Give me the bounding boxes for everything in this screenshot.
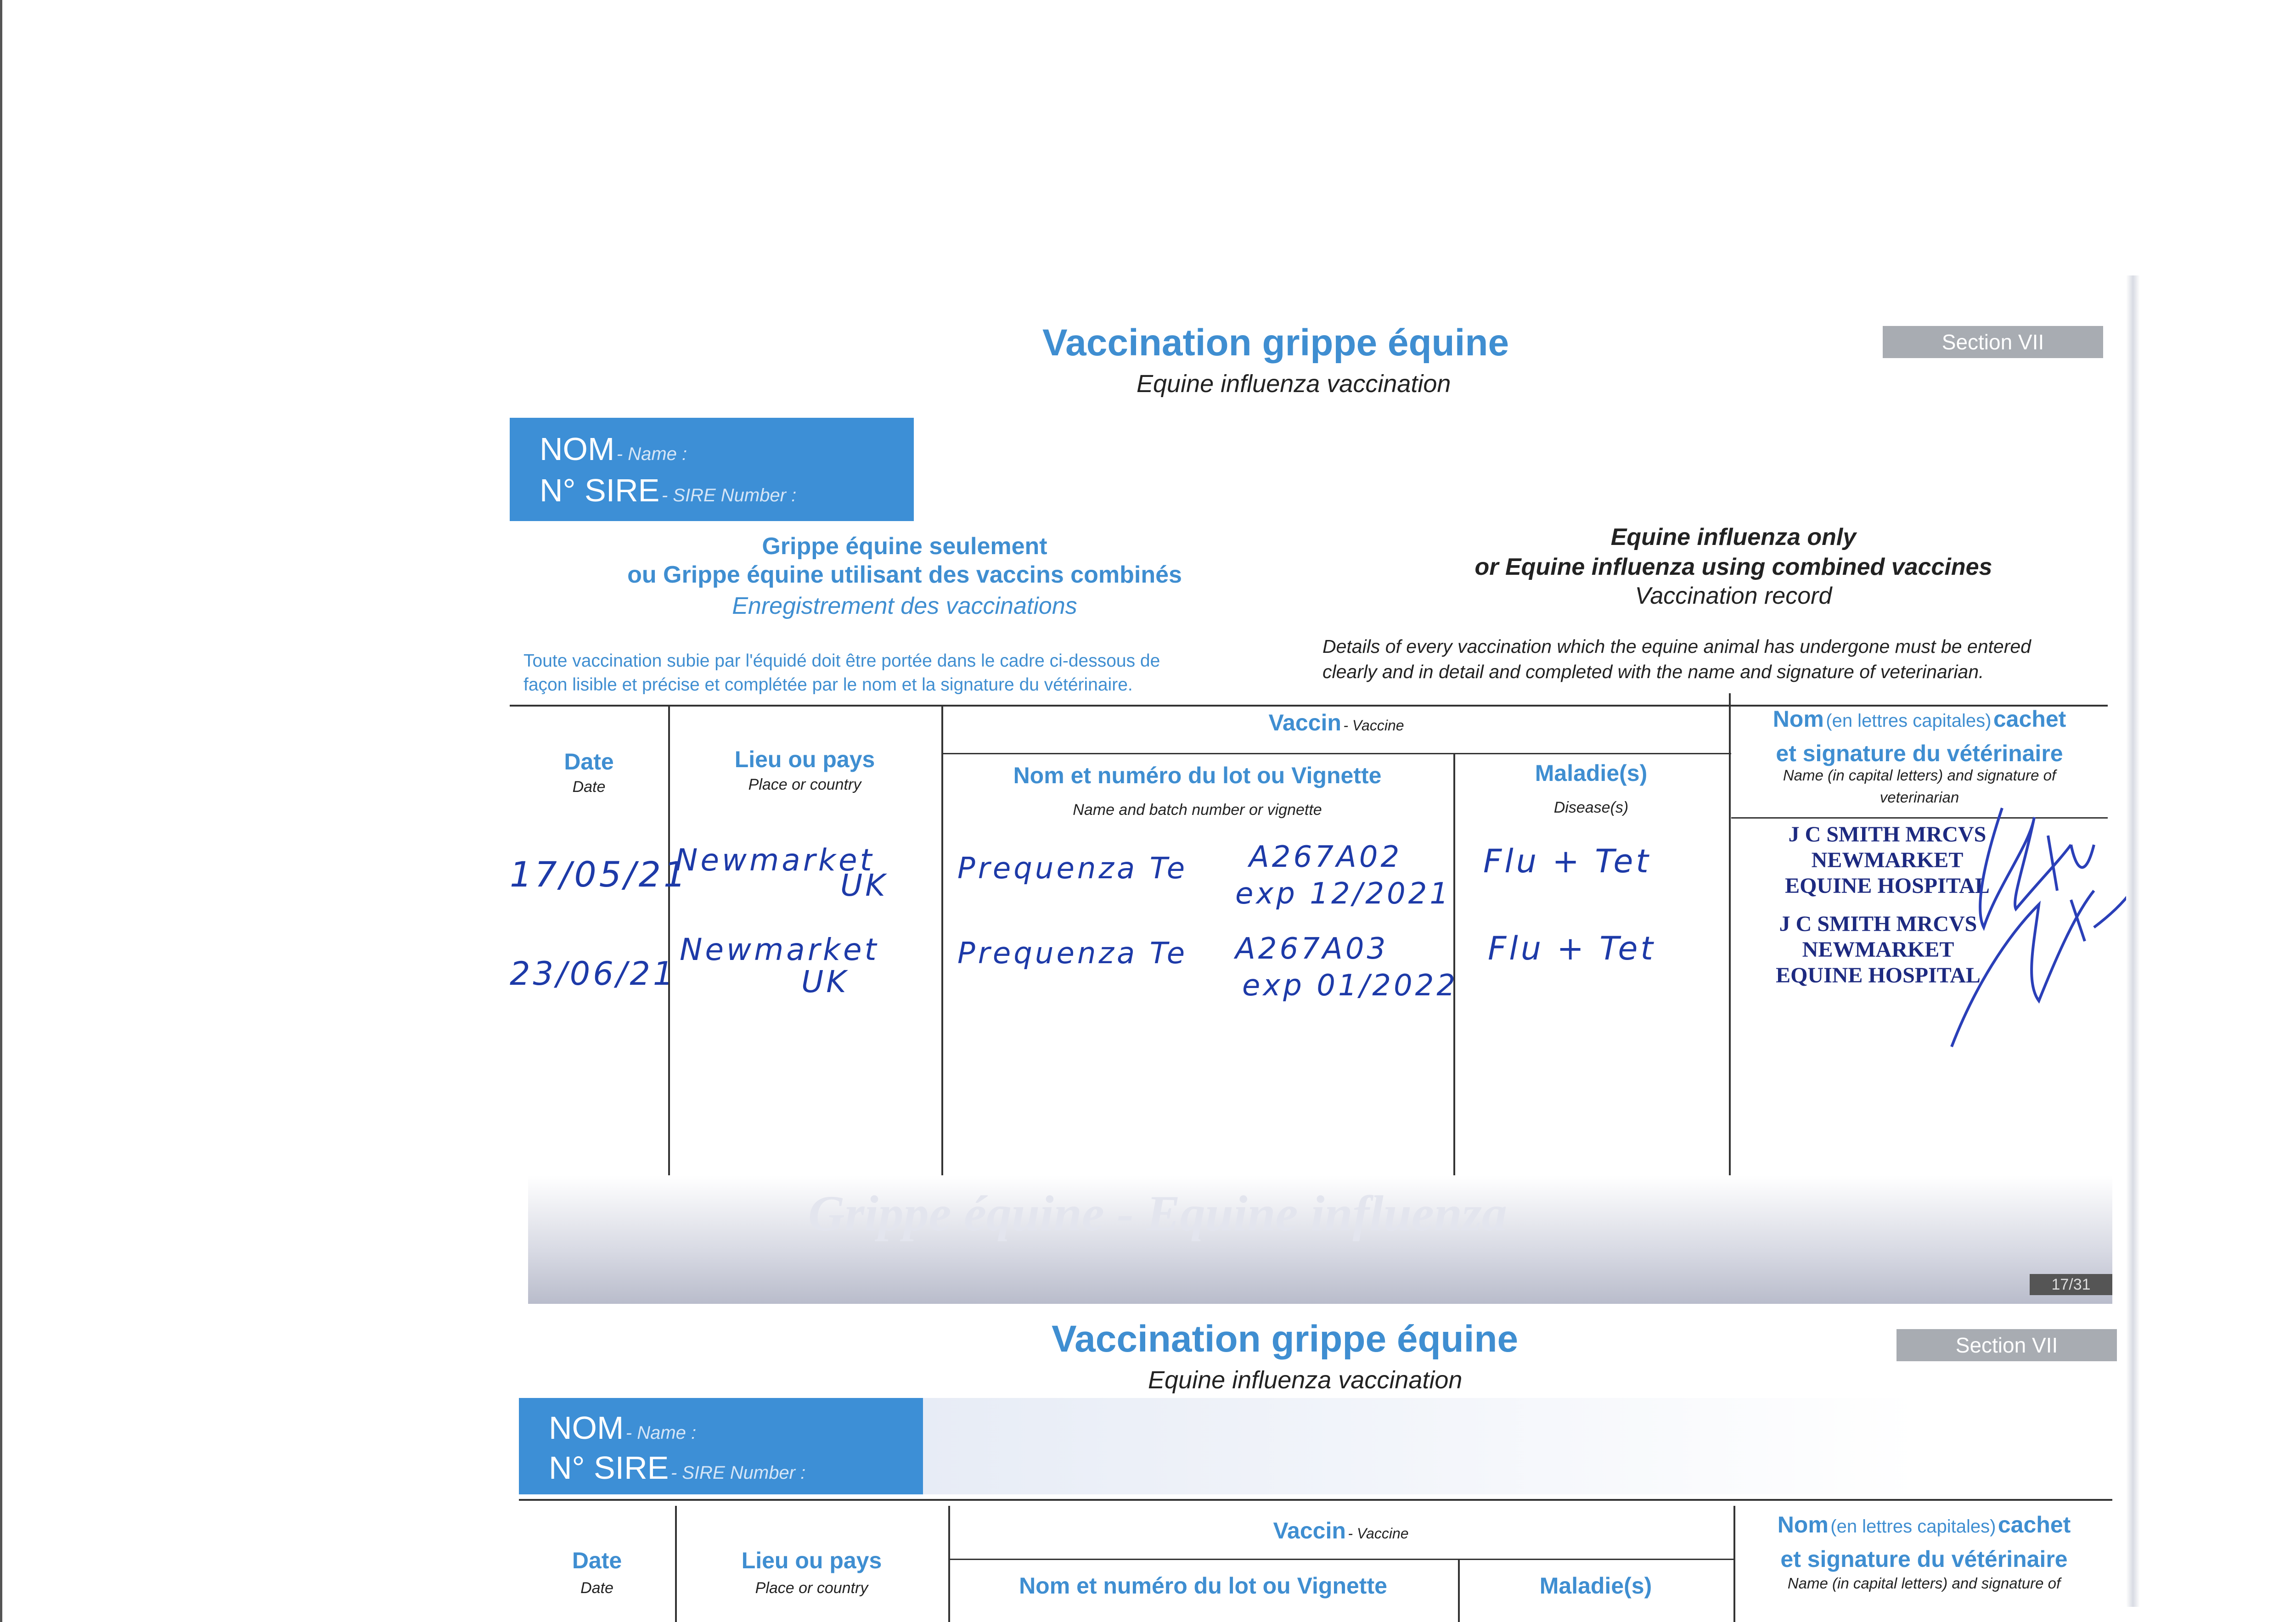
en-heading-3: Vaccination record (1635, 583, 1832, 609)
vet-header-signature: et signature du vétérinaire (1776, 741, 2063, 766)
en-heading-1: Equine influenza only (1610, 524, 1857, 550)
col-place-header-2: Lieu ou pays (741, 1548, 882, 1573)
row-place-line-1: Newmarket (680, 932, 879, 967)
vaccine-label-en: - Vaccine (1348, 1525, 1409, 1542)
vet-header-caps: (en lettres capitales) (1830, 1516, 1996, 1537)
vet-header-nom: Nom (1777, 1512, 1829, 1538)
name-label: NOM (549, 1410, 624, 1446)
col-divider-2-4 (1733, 1506, 1735, 1622)
row-batch: A267A03 (1235, 932, 1389, 966)
row-place-line-2: UK (840, 868, 888, 903)
col-vet-sub: Name (in capital letters) and signature of veterinarian (1783, 767, 2056, 806)
row-place-line-1: Newmarket (675, 842, 875, 878)
stamp-line-1: J C SMITH MRCVS (1788, 822, 1986, 847)
vaccine-subheader-rule (941, 753, 1731, 754)
en-instruction-2: clearly and in detail and completed with the name and signature of veterinarian. (1322, 661, 1984, 682)
section-badge: Section VII (1883, 326, 2103, 358)
name-sire-box-2 (519, 1398, 923, 1494)
row-place-line-2: UK (801, 964, 849, 999)
page-title: Vaccination grippe équine (1042, 322, 1509, 364)
col-vet-sub-2: Name (in capital letters) and signature of (1787, 1575, 2061, 1592)
fr-instruction-1: Toute vaccination subie par l'équidé doit être portée dans le cadre ci-dessous de (523, 651, 1160, 671)
section-badge-2: Section VII (1896, 1329, 2117, 1361)
en-instruction-1: Details of every vaccination which the equine animal has undergone must be entered (1322, 636, 2031, 657)
name-sire-box (510, 418, 914, 521)
name-label-en: - Name : (625, 1423, 697, 1443)
page-subtitle: Equine influenza vaccination (1137, 370, 1451, 398)
vet-header-cachet: cachet (1998, 1512, 2071, 1538)
page-subtitle-2: Equine influenza vaccination (1148, 1366, 1463, 1394)
col-date-header-2: Date (572, 1548, 622, 1573)
col-vaccine-header-2 (948, 1517, 1733, 1544)
vet-header-signature: et signature du vétérinaire (1780, 1546, 2068, 1572)
fr-heading-1: Grippe équine seulement (762, 533, 1047, 560)
row-expiry: exp 01/2022 (1242, 969, 1458, 1003)
vaccine-label: Vaccin (1273, 1518, 1346, 1543)
name-label: NOM (540, 431, 615, 467)
col-date-header: Date (564, 749, 614, 775)
page-title-2: Vaccination grippe équine (1052, 1318, 1519, 1360)
fr-heading-3: Enregistrement des vaccinations (732, 593, 1077, 619)
stamp-line-2: NEWMARKET (1802, 937, 1954, 962)
row-expiry: exp 12/2021 (1235, 877, 1452, 911)
row-vaccine-name: Prequenza Te (957, 852, 1188, 886)
row-date: 17/05/21 (510, 854, 689, 895)
col-disease-header-2: Maladie(s) (1539, 1573, 1652, 1599)
col-vaccine-header (941, 709, 1731, 736)
vet-header-cachet: cachet (1993, 706, 2066, 732)
vet-header-caps: (en lettres capitales) (1826, 711, 1992, 731)
col-date-sub-2: Date (580, 1579, 613, 1597)
scan-right-edge (2126, 275, 2140, 1607)
bleed-through-text: Grippe équine - Equine influenza (808, 1185, 1507, 1241)
table-top-rule-2 (519, 1499, 2112, 1501)
vaccine-subheader-rule-2 (948, 1559, 1733, 1560)
stamp-line-3: EQUINE HOSPITAL (1785, 874, 1990, 898)
vet-signature (1919, 790, 2140, 1065)
fr-heading-2: ou Grippe équine utilisant des vaccins combinés (627, 561, 1182, 588)
vet-header-nom: Nom (1773, 706, 1824, 732)
row-batch: A267A02 (1249, 840, 1402, 874)
name-box-faded-ext (923, 1398, 1919, 1494)
row-disease: Flu + Tet (1488, 930, 1656, 967)
stamp-line-2: NEWMARKET (1811, 848, 1964, 872)
col-vet-header (1731, 705, 2108, 774)
sire-label: N° SIRE (549, 1450, 669, 1486)
fr-instruction-2: façon lisible et précise et complétée par le nom et la signature du vétérinaire. (523, 675, 1133, 695)
col-date-sub: Date (572, 778, 606, 796)
col-place-header: Lieu ou pays (734, 746, 875, 772)
col-batch-sub: Name and batch number or vignette (1073, 801, 1322, 819)
col-disease-header: Maladie(s) (1535, 760, 1648, 786)
col-place-sub: Place or country (748, 776, 861, 793)
name-label-en: - Name : (616, 444, 687, 464)
col-batch-header: Nom et numéro du lot ou Vignette (1013, 763, 1382, 788)
col-batch-header-2: Nom et numéro du lot ou Vignette (1019, 1573, 1387, 1599)
row-vaccine-name: Prequenza Te (957, 937, 1188, 971)
stamp-line-1: J C SMITH MRCVS (1779, 912, 1977, 936)
vaccine-label-en: - Vaccine (1343, 717, 1404, 734)
col-disease-sub: Disease(s) (1553, 799, 1629, 816)
stamp-line-3: EQUINE HOSPITAL (1776, 963, 1981, 988)
col-vet-header-2 (1736, 1510, 2112, 1579)
en-heading-2: or Equine influenza using combined vaccines (1474, 554, 1992, 580)
sire-label: N° SIRE (540, 472, 660, 508)
sire-label-en: - SIRE Number : (661, 485, 797, 505)
vaccine-label: Vaccin (1268, 710, 1341, 735)
sire-label-en: - SIRE Number : (670, 1463, 806, 1483)
row-disease: Flu + Tet (1483, 842, 1651, 880)
col-place-sub-2: Place or country (755, 1579, 868, 1597)
row-date: 23/06/21 (510, 955, 676, 993)
scan-edge (0, 0, 2, 1622)
page-number: 17/31 (2030, 1274, 2112, 1295)
